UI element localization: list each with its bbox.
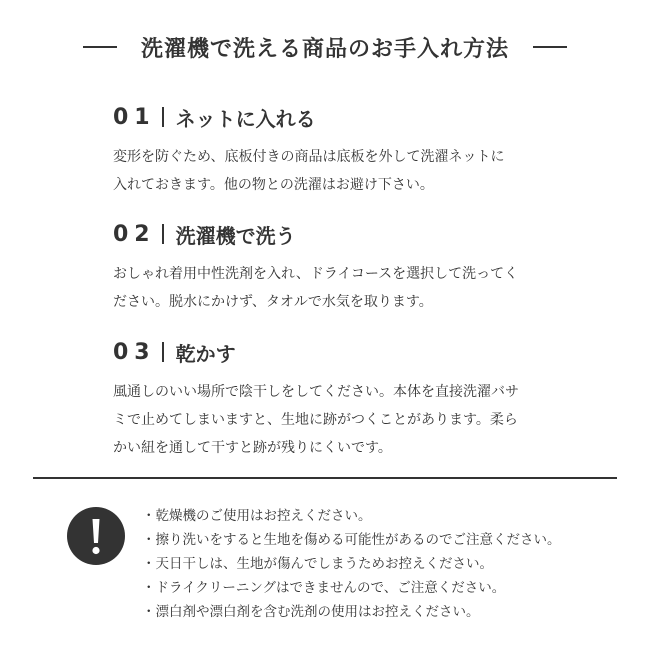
step-3-heading xyxy=(113,336,543,368)
page-header xyxy=(0,30,650,64)
caution-item: ・天日干しは、生地が傷んでしまうためお控えください。 xyxy=(142,556,493,572)
step-2-line: おしゃれ着用中性洗剤を入れ、ドライコースを選択して洗ってく xyxy=(113,266,519,282)
step-2-description xyxy=(113,260,543,316)
step-1-number: 01 xyxy=(113,104,156,130)
step-3-description xyxy=(113,378,543,462)
step-1-title: ネットに入れる xyxy=(175,106,316,131)
step-3-line: ミで止めてしまいますと、生地に跡がつくことがあります。柔ら xyxy=(113,412,518,428)
step-3-number: 03 xyxy=(113,339,156,365)
caution-list xyxy=(142,504,612,624)
step-1-separator xyxy=(162,107,164,127)
step-2-heading xyxy=(113,218,543,250)
step-2-title: 洗濯機で洗う xyxy=(175,223,296,248)
step-3 xyxy=(113,336,543,462)
step-1 xyxy=(113,101,543,199)
step-3-title: 乾かす xyxy=(175,341,236,366)
step-1-line: 入れておきます。他の物との洗濯はお避け下さい。 xyxy=(113,177,434,193)
step-2-separator xyxy=(162,224,164,244)
section-divider xyxy=(33,477,617,479)
step-3-separator xyxy=(162,342,164,362)
title-right-dash xyxy=(533,46,567,48)
caution-item: ・乾燥機のご使用はお控えください。 xyxy=(142,508,372,524)
step-2 xyxy=(113,218,543,316)
caution-item: ・漂白剤や漂白剤を含む洗剤の使用はお控えください。 xyxy=(142,604,480,620)
step-1-line: 変形を防ぐため、底板付きの商品は底板を外して洗濯ネットに xyxy=(113,149,505,165)
step-3-line: 風通しのいい場所で陰干しをしてください。本体を直接洗濯バサ xyxy=(113,384,519,400)
page-title: 洗濯機で洗える商品のお手入れ方法 xyxy=(140,36,509,62)
step-1-heading xyxy=(113,101,543,133)
caution-item: ・擦り洗いをすると生地を傷める可能性があるのでご注意ください。 xyxy=(142,532,561,548)
step-2-number: 02 xyxy=(113,221,156,247)
exclamation-icon xyxy=(67,507,125,565)
step-2-line: ださい。脱水にかけず、タオルで水気を取ります。 xyxy=(113,294,433,310)
caution-item: ・ドライクリーニングはできませんので、ご注意ください。 xyxy=(142,580,506,596)
step-3-line: かい紐を通して干すと跡が残りにくいです。 xyxy=(113,440,392,456)
title-left-dash xyxy=(83,46,117,48)
step-1-description xyxy=(113,143,543,199)
